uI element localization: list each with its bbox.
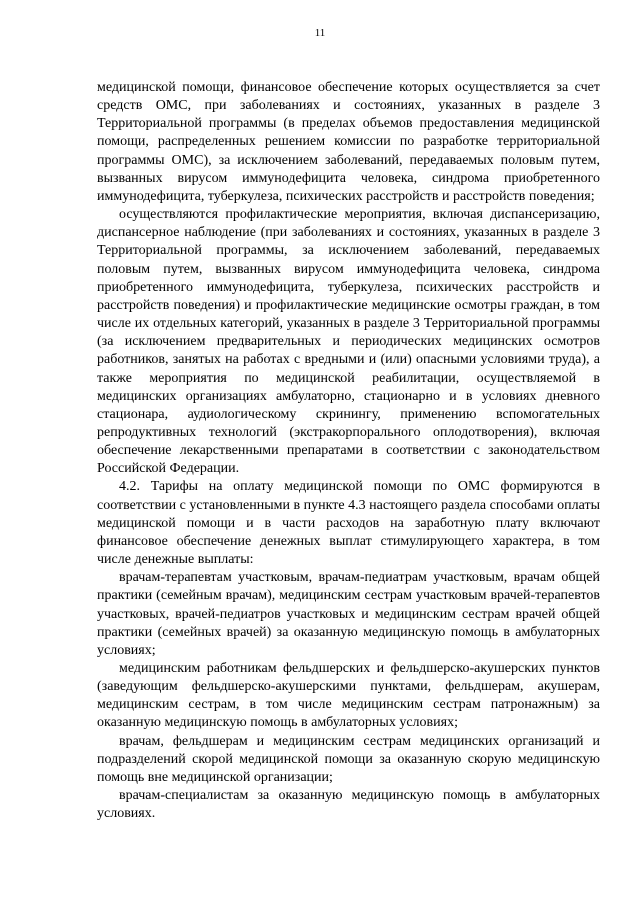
paragraph-specialists: врачам-специалистам за оказанную медицинскую помощь в амбулаторных условиях. bbox=[97, 788, 600, 822]
paragraph-feldsher-stations: медицинским работникам фельдшерских и фельдшерско-акушерских пунктов (заведующим фельдшерско-акушерскими пунктами, фельдшерам, акушерам, медицинским сестрам, в том числе медицинским сестрам патронажным) за оказанную медицинскую помощь в амбулаторных условиях; bbox=[97, 661, 600, 731]
page-number: 11 bbox=[314, 27, 326, 39]
paragraph-tariffs: 4.2. Тарифы на оплату медицинской помощи по ОМС формируются в соответствии с установленными в пункте 4.3 настоящего раздела способами оплаты медицинской помощи и в части расходов на заработную плату включают финансовое обеспечение денежных выплат стимулирующего характера, в том числе денежные выплаты: bbox=[97, 479, 600, 568]
document-body bbox=[97, 79, 600, 823]
paragraph-district-physicians: врачам-терапевтам участковым, врачам-педиатрам участковым, врачам общей практики (семейным врачам), медицинским сестрам участковым врачей-терапевтов участковых, врачей-педиатров участковых и медицинским сестрам врачей общей практики (семейных врачей) за оказанную медицинскую помощь в амбулаторных условиях; bbox=[97, 570, 600, 658]
paragraph-continuation: медицинской помощи, финансовое обеспечение которых осуществляется за счет средств ОМС, при заболеваниях и состояниях, указанных в разделе 3 Территориальной программы (в пределах объемов предоставления медицинской помощи, распределенных решением комиссии по разработке территориальной программы ОМС), за исключением заболеваний, передаваемых половым путем, вызванных вирусом иммунодефицита человека, синдрома приобретенного иммунодефицита, туберкулеза, психических расстройств и расстройств поведения; bbox=[97, 80, 600, 204]
paragraph-emergency-care: врачам, фельдшерам и медицинским сестрам медицинских организаций и подразделений скорой медицинской помощи за оказанную скорую медицинскую помощь вне медицинской организации; bbox=[97, 733, 600, 785]
paragraph-preventive-measures: осуществляются профилактические мероприятия, включая диспансеризацию, диспансерное наблюдение (при заболеваниях и состояниях, указанных в разделе 3 Территориальной программы, за исключением заболеваний, передаваемых половым путем, вызванных вирусом иммунодефицита человека, синдрома приобретенного иммунодефицита, туберкулеза, психических расстройств и расстройств поведения) и профилактические медицинские осмотры граждан, в том числе их отдельных категорий, указанных в разделе 3 Территориальной программы (за исключением предварительных и периодических медицинских осмотров работников, занятых на работах с вредными и (или) опасными условиями труда), а также мероприятия по медицинской реабилитации, осуществляемой в медицинских организациях амбулаторно, стационарно и в условиях дневного стационара, аудиологическому скринингу, применению вспомогательных репродуктивных технологий (экстракорпорального оплодотворения), включая обеспечение лекарственными препаратами в соответствии с законодательством Российской Федерации. bbox=[97, 207, 600, 477]
